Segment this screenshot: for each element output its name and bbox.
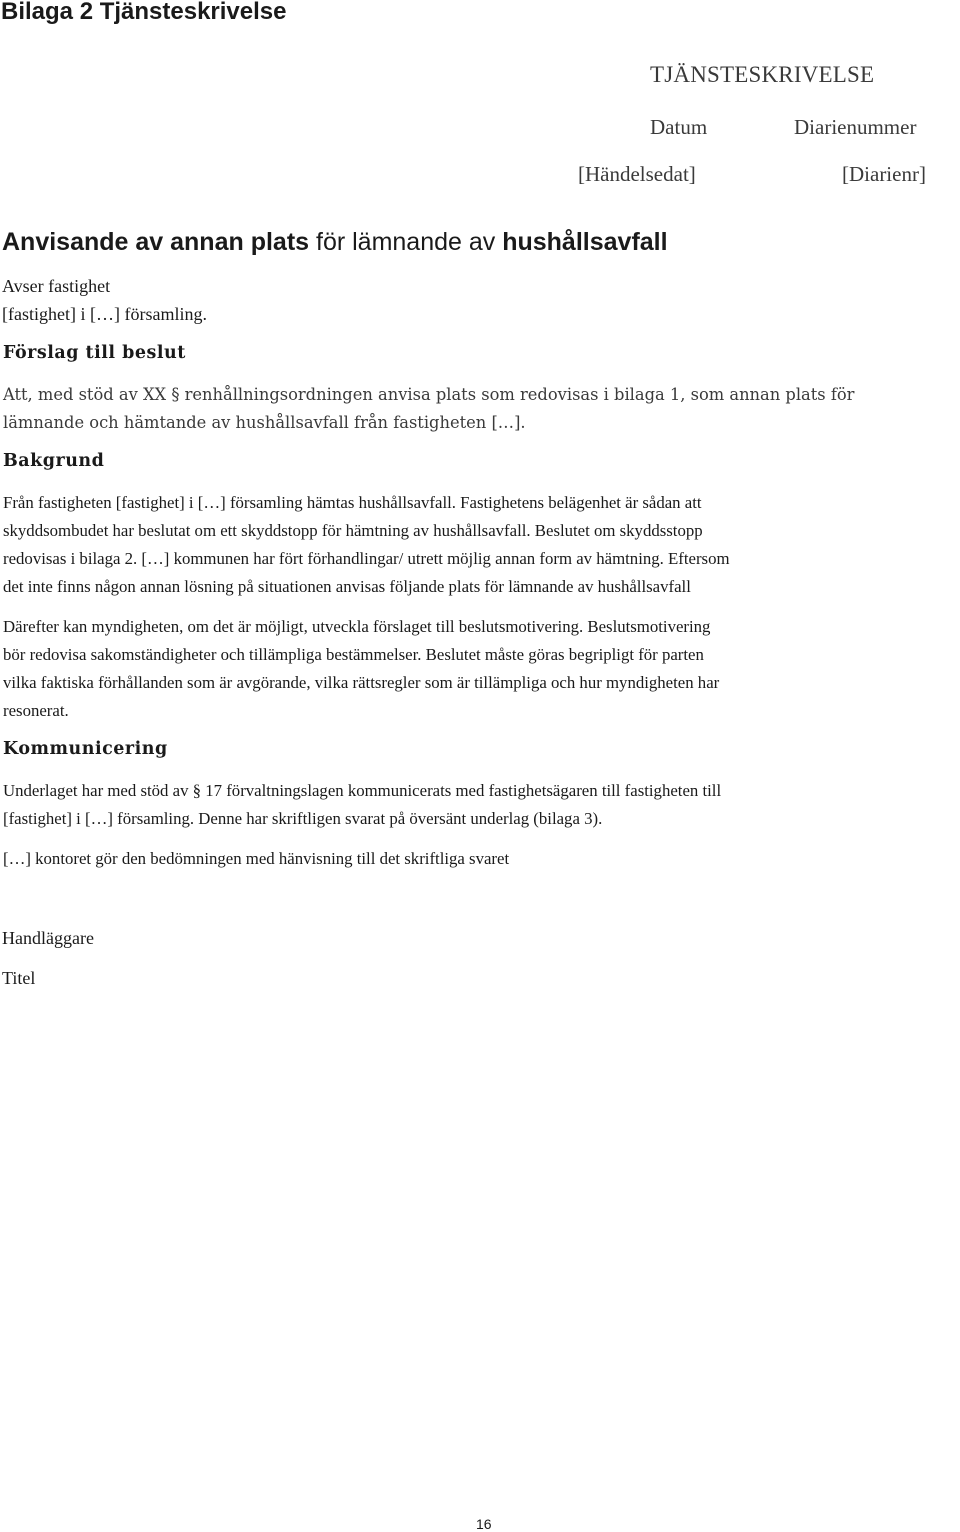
background-heading: Bakgrund	[3, 451, 105, 471]
communication-paragraph-1	[3, 777, 959, 833]
text-line: lämnande och hämtande av hushållsavfall från fastigheten […].	[3, 412, 526, 432]
document-type: TJÄNSTESKRIVELSE	[650, 62, 875, 87]
proposal-heading: Förslag till beslut	[3, 343, 186, 363]
text-line: Underlaget har med stöd av § 17 förvaltningslagen kommunicerats med fastighetsägaren till fastigheten till	[3, 781, 722, 800]
subject-title-part1: Anvisande av annan plats	[2, 228, 310, 256]
text-line: bör redovisa sakomständigheter och tillämpliga bestämmelser. Beslutet måste göras begripligt för parten	[3, 645, 704, 664]
text-line: vilka faktiska förhållanden som är avgörande, vilka rättsregler som är tillämpliga och hur myndigheten har	[3, 673, 720, 692]
proposal-paragraph	[3, 381, 854, 436]
text-line: Från fastigheten [fastighet] i […] församling hämtas hushållsavfall. Fastighetens belägenhet är sådan att	[3, 493, 702, 512]
subject-title-part2: för lämnande av	[309, 228, 503, 256]
diary-number-value: [Diarienr]	[842, 162, 926, 186]
text-line: Därefter kan myndigheten, om det är möjligt, utveckla förslaget till beslutsmotivering. Beslutsmotivering	[3, 617, 711, 636]
text-line: redovisas i bilaga 2. […] kommunen har fört förhandlingar/ utrett möjlig annan form av hämtning. Eftersom	[3, 549, 730, 568]
title-label: Titel	[2, 968, 36, 988]
property-value: [fastighet] i […] församling.	[2, 304, 207, 324]
property-label: Avser fastighet	[2, 276, 111, 296]
communication-paragraph-2: […] kontoret gör den bedömningen med hänvisning till det skriftliga svaret	[3, 849, 510, 868]
date-label: Datum	[650, 115, 708, 139]
date-value: [Händelsedat]	[578, 162, 696, 186]
subject-title	[2, 228, 668, 257]
text-line: det inte finns någon annan lösning på situationen anvisas följande plats för lämnande av hushållsavfall	[3, 577, 691, 596]
communication-heading: Kommunicering	[3, 739, 168, 759]
text-line: Att, med stöd av XX § renhållningsordningen anvisa plats som redovisas i bilaga 1, som annan plats för	[3, 385, 855, 404]
document-header: Bilaga 2 Tjänsteskrivelse	[1, 0, 287, 25]
text-line: [fastighet] i […] församling. Denne har skriftligen svarat på översänt underlag (bilaga 3).	[3, 809, 603, 828]
diary-number-label: Diarienummer	[794, 115, 917, 139]
background-paragraph-1	[3, 489, 959, 601]
subject-title-part3: hushållsavfall	[502, 228, 668, 256]
page-number: 16	[476, 1516, 492, 1532]
text-line: skyddsombudet har beslutat om ett skyddstopp för hämtning av hushållsavfall. Beslutet om skyddsstopp	[3, 521, 703, 540]
background-paragraph-2	[3, 613, 959, 725]
officer-label: Handläggare	[2, 928, 94, 948]
text-line: resonerat.	[3, 701, 69, 720]
